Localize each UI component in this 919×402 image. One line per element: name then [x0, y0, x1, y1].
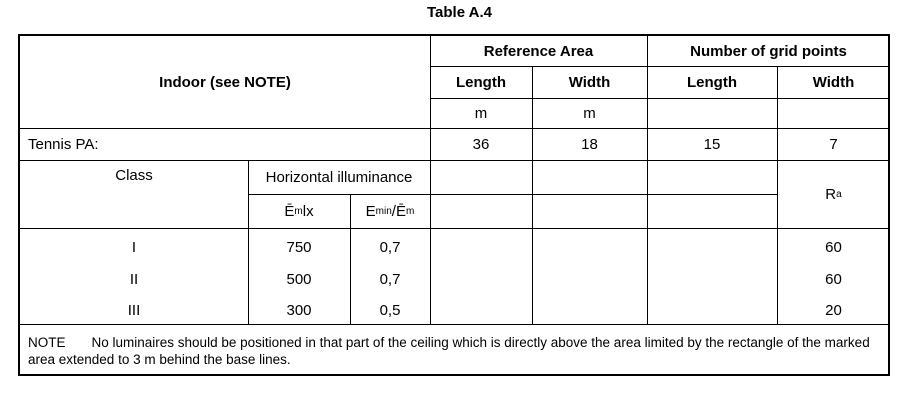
- header-grid-points: Number of grid points: [690, 42, 847, 60]
- header-ref-length: Length: [456, 73, 506, 91]
- row-ratio: 0,7: [379, 238, 401, 256]
- ra-header: [777, 160, 890, 228]
- ratio-slash: /Ē: [391, 202, 406, 220]
- tennis-label: Tennis PA:: [28, 135, 99, 153]
- ra-subscript: a: [836, 188, 842, 200]
- row-class: I: [131, 238, 137, 256]
- tennis-grid-length: 15: [703, 135, 721, 153]
- row-ra: 60: [825, 270, 842, 288]
- row-class: III: [127, 301, 141, 319]
- header-grid-width: Width: [812, 73, 855, 91]
- em-subscript: m: [294, 205, 303, 217]
- row-ratio: 0,5: [379, 301, 401, 319]
- lighting-table: [18, 34, 890, 376]
- horizontal-illuminance-header: Horizontal illuminance: [265, 168, 413, 186]
- emin-ratio-header: [350, 194, 430, 228]
- row-ra: 20: [825, 301, 842, 319]
- note-text: No luminaires should be positioned in that part of the ceiling which is directly above the area limited by the rectangle of the marked area extended to 3 m behind the base lines.: [28, 335, 870, 367]
- class-header: Class: [115, 166, 153, 184]
- row-em: 500: [286, 270, 312, 288]
- header-grid-length: Length: [687, 73, 737, 91]
- unit-ref-length: m: [474, 104, 488, 122]
- row-em: 300: [286, 301, 312, 319]
- header-ref-width: Width: [568, 73, 611, 91]
- header-reference-area: Reference Area: [483, 42, 594, 60]
- row-class: II: [129, 270, 139, 288]
- note-label: NOTE: [28, 335, 66, 350]
- tennis-grid-width: 7: [829, 135, 838, 153]
- emin-subscript: min: [375, 205, 392, 217]
- row-ratio: 0,7: [379, 270, 401, 288]
- row-ra: 60: [825, 238, 842, 256]
- em-header: [248, 194, 350, 228]
- ra-symbol: R: [825, 185, 837, 203]
- unit-ref-width: m: [583, 104, 596, 122]
- table-title: Table A.4: [426, 4, 493, 21]
- tennis-ref-width: 18: [581, 135, 598, 153]
- header-indoor: Indoor (see NOTE): [159, 73, 291, 91]
- em-symbol: Ē: [284, 202, 295, 220]
- row-em: 750: [286, 238, 312, 256]
- emin-den-subscript: m: [405, 205, 415, 217]
- emin-symbol: E: [365, 202, 376, 220]
- tennis-ref-length: 36: [472, 135, 490, 153]
- table-note: [28, 334, 886, 368]
- em-unit: lx: [302, 202, 314, 220]
